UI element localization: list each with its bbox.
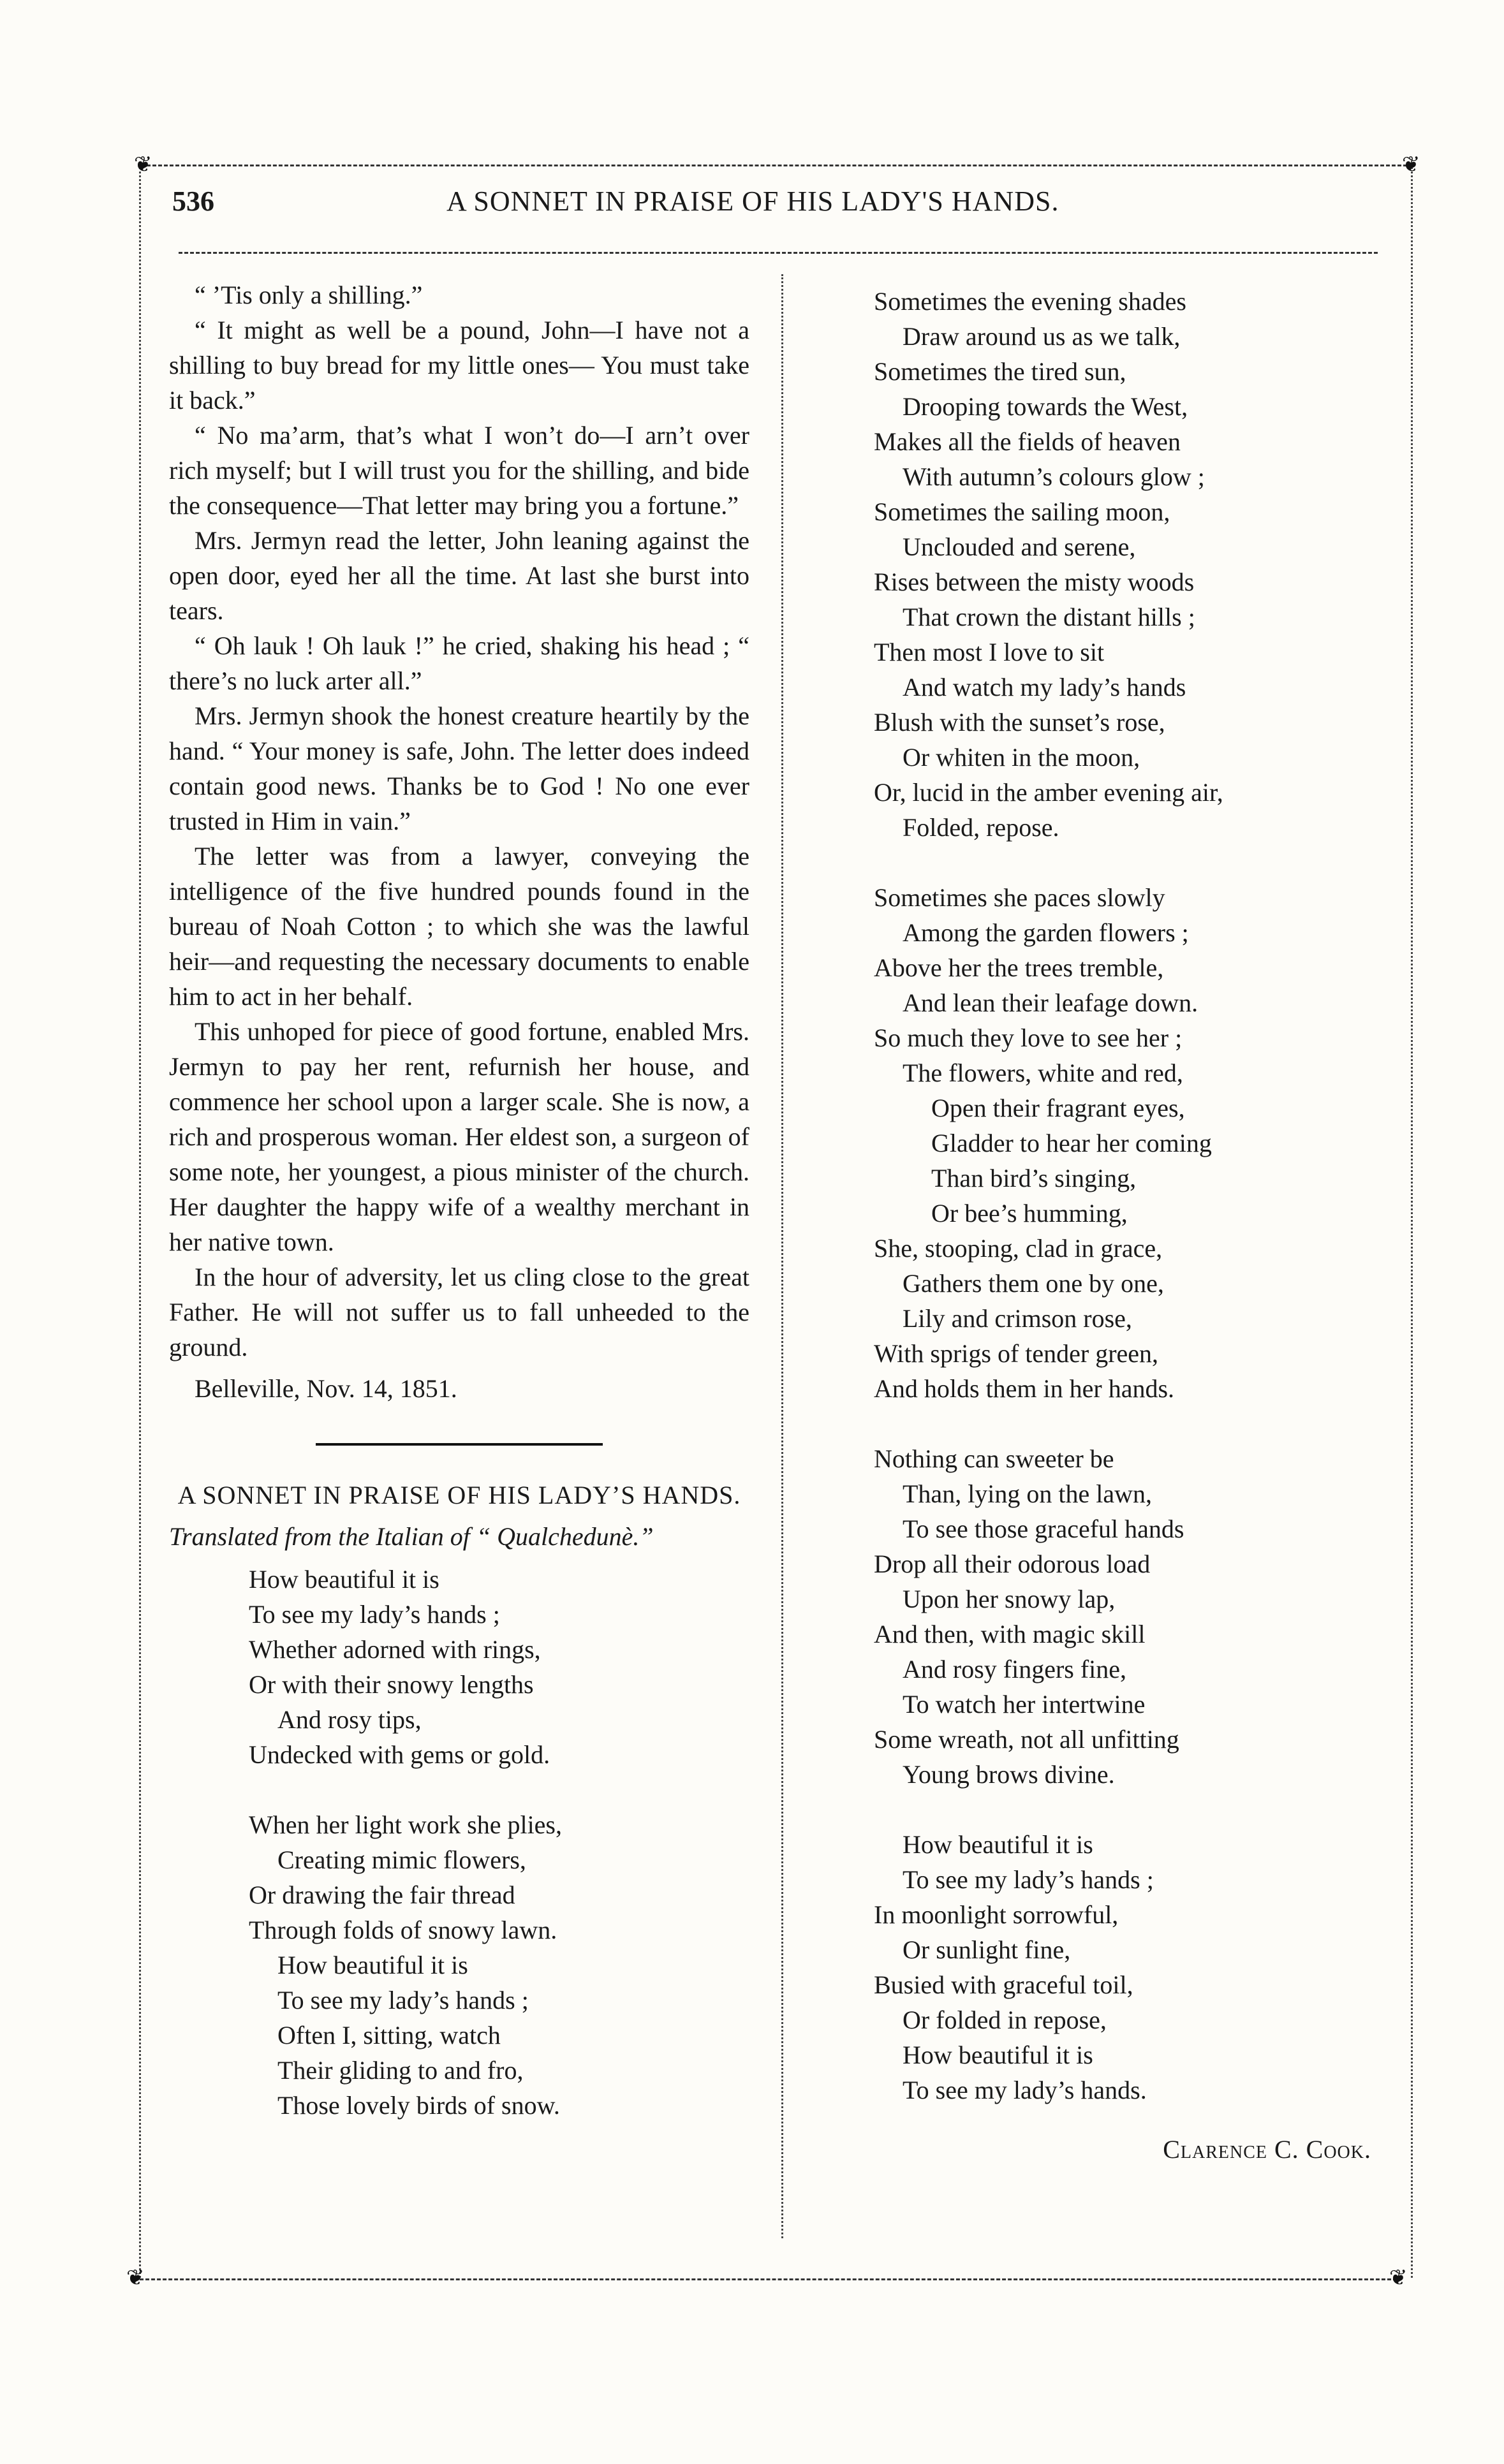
poem-line: Draw around us as we talk, <box>903 322 1181 351</box>
author-signature: Clarence C. Cook. <box>1163 2135 1371 2164</box>
left-border-rule <box>139 167 141 2278</box>
poem-line: How beautiful it is <box>903 2041 1093 2069</box>
top-border-rule <box>147 165 1413 166</box>
poem-line: How beautiful it is <box>249 1565 439 1594</box>
poem-line: Rises between the misty woods <box>874 568 1195 596</box>
poem-line: Upon her snowy lap, <box>903 1585 1116 1613</box>
poem-line: To see my lady’s hands. <box>903 2076 1147 2104</box>
poem-line: Than, lying on the lawn, <box>903 1479 1153 1508</box>
story-paragraph: The letter was from a lawyer, conveying the intelligence of the five hundred pounds found in the bureau of Noah Cotton ; to which she was the lawful heir—and requesting the necessary documents to enable him to act in her behalf. <box>169 842 749 1011</box>
poem-stanza <box>169 1562 749 1772</box>
page-header <box>172 185 1390 236</box>
poem-line: Some wreath, not all unfitting <box>874 1725 1179 1754</box>
poem-line: Through folds of snowy lawn. <box>249 1916 557 1944</box>
poem-line: Creating mimic flowers, <box>277 1845 526 1874</box>
poem-line: To see my lady’s hands ; <box>277 1986 529 2014</box>
poem-line: Blush with the sunset’s rose, <box>874 708 1165 737</box>
poem-line: With autumn’s colours glow ; <box>903 462 1205 491</box>
poem-stanza <box>874 1441 1371 1792</box>
story-paragraph: “ ’Tis only a shilling.” <box>195 281 423 309</box>
poem-line: And lean their leafage down. <box>903 988 1198 1017</box>
story-paragraph: “ No ma’arm, that’s what I won’t do—I arn’t over rich myself; but I will trust you for the shilling, and bide the consequence—That letter may bring you a fortune.” <box>169 421 749 520</box>
corner-ornament-icon: ❦ <box>126 2266 145 2290</box>
poem-stanza <box>874 1827 1371 2108</box>
right-border-rule <box>1411 167 1413 2278</box>
poem-line: When her light work she plies, <box>249 1810 562 1839</box>
page-number: 536 <box>172 186 214 217</box>
right-column <box>874 284 1371 2167</box>
poem-line: Undecked with gems or gold. <box>249 1740 550 1769</box>
story-paragraph: “ It might as well be a pound, John—I have not a shilling to buy bread for my little ones— You must take it back.” <box>169 316 749 414</box>
poem-line: In moonlight sorrowful, <box>874 1900 1119 1929</box>
poem-line: Sometimes the sailing moon, <box>874 497 1170 526</box>
poem-line: Or whiten in the moon, <box>903 743 1140 772</box>
poem-line: Or sunlight fine, <box>903 1935 1071 1964</box>
poem-line: Drop all their odorous load <box>874 1550 1151 1578</box>
poem-line: Open their fragrant eyes, <box>931 1094 1185 1122</box>
poem-stanza <box>874 284 1371 845</box>
poem-line: Gathers them one by one, <box>903 1269 1164 1298</box>
header-underline-rule <box>179 252 1378 254</box>
poem-line: Among the garden flowers ; <box>903 918 1189 947</box>
poem-stanza <box>169 1807 749 2123</box>
poem-line: Lily and crimson rose, <box>903 1304 1132 1333</box>
left-column <box>169 277 749 2123</box>
poem-line: Gladder to hear her coming <box>931 1129 1212 1157</box>
poem-line: Their gliding to and fro, <box>277 2056 524 2085</box>
poem-line: Makes all the fields of heaven <box>874 427 1181 456</box>
poem-title: A SONNET IN PRAISE OF HIS LADY’S HANDS. <box>177 1481 741 1509</box>
story-paragraph: This unhoped for piece of good fortune, enabled Mrs. Jermyn to pay her rent, refurnish her house, and commence her school upon a larger scale. She is now, a rich and prosperous woman. Her eldest son, a surgeon of some note, her youngest, a pious minister of the church. Her daughter the happy wife of a wealthy merchant in her native town. <box>169 1017 749 1256</box>
poem-line: She, stooping, clad in grace, <box>874 1234 1163 1263</box>
poem-line: Or with their snowy lengths <box>249 1670 534 1699</box>
poem-line: And watch my lady’s hands <box>903 673 1186 701</box>
poem-line: To see those graceful hands <box>903 1514 1184 1543</box>
story-paragraph: “ Oh lauk ! Oh lauk !” he cried, shaking his head ; “ there’s no luck arter all.” <box>169 631 749 695</box>
poem-line: Than bird’s singing, <box>931 1164 1137 1192</box>
poem-line: Or drawing the fair thread <box>249 1881 515 1909</box>
poem-line: That crown the distant hills ; <box>903 603 1195 631</box>
poem-line: Sometimes she paces slowly <box>874 883 1165 912</box>
poem-stanza <box>874 880 1371 1406</box>
poem-line: Nothing can sweeter be <box>874 1444 1114 1473</box>
story-paragraph: Mrs. Jermyn read the letter, John leaning against the open door, eyed her all the time. At last she burst into tears. <box>169 526 749 625</box>
poem-line: Young brows divine. <box>903 1760 1115 1789</box>
poem-line: And rosy fingers fine, <box>903 1655 1127 1683</box>
poem-line: The flowers, white and red, <box>903 1059 1183 1087</box>
poem-body-left <box>169 1562 749 2123</box>
poem-line: Often I, sitting, watch <box>277 2021 501 2050</box>
poem-line: Whether adorned with rings, <box>249 1635 541 1664</box>
poem-line: With sprigs of tender green, <box>874 1339 1159 1368</box>
poem-line: Folded, repose. <box>903 813 1059 842</box>
poem-line: Or folded in repose, <box>903 2006 1107 2034</box>
poem-line: And rosy tips, <box>277 1705 422 1734</box>
poem-line: How beautiful it is <box>277 1951 468 1979</box>
story-paragraph: Mrs. Jermyn shook the honest creature heartily by the hand. “ Your money is safe, John. The letter does indeed contain good news. Thanks be to God ! No one ever trusted in Him in vain.” <box>169 701 749 835</box>
poem-line: Sometimes the tired sun, <box>874 357 1126 386</box>
poem-line: Busied with graceful toil, <box>874 1970 1133 1999</box>
section-separator <box>316 1443 603 1446</box>
poem-line: How beautiful it is <box>903 1830 1093 1859</box>
corner-ornament-icon: ❦ <box>134 153 152 177</box>
running-title: A SONNET IN PRAISE OF HIS LADY'S HANDS. <box>446 186 1059 217</box>
bottom-border-rule <box>134 2278 1397 2280</box>
poem-line: Unclouded and serene, <box>903 532 1136 561</box>
poem-line: Drooping towards the West, <box>903 392 1188 421</box>
poem-line: Those lovely birds of snow. <box>277 2091 560 2120</box>
poem-line: So much they love to see her ; <box>874 1023 1183 1052</box>
poem-line: Then most I love to sit <box>874 638 1105 666</box>
poem-line: And then, with magic skill <box>874 1620 1146 1648</box>
corner-ornament-icon: ❦ <box>1402 153 1420 177</box>
poem-subtitle: Translated from the Italian of “ Qualchedunè.” <box>169 1522 654 1551</box>
poem-line: Sometimes the evening shades <box>874 287 1186 316</box>
corner-ornament-icon: ❦ <box>1389 2266 1408 2290</box>
dateline: Belleville, Nov. 14, 1851. <box>195 1374 457 1403</box>
poem-line: To see my lady’s hands ; <box>903 1865 1154 1894</box>
poem-line: Or, lucid in the amber evening air, <box>874 778 1223 807</box>
story-paragraph: In the hour of adversity, let us cling close to the great Father. He will not suffer us to fall unheeded to the ground. <box>169 1263 749 1361</box>
poem-line: Above her the trees tremble, <box>874 953 1164 982</box>
column-divider <box>781 274 783 2238</box>
poem-body-right <box>874 284 1371 2108</box>
poem-line: To see my lady’s hands ; <box>249 1600 500 1629</box>
poem-line: To watch her intertwine <box>903 1690 1146 1719</box>
poem-line: Or bee’s humming, <box>931 1199 1128 1228</box>
poem-line: And holds them in her hands. <box>874 1374 1175 1403</box>
